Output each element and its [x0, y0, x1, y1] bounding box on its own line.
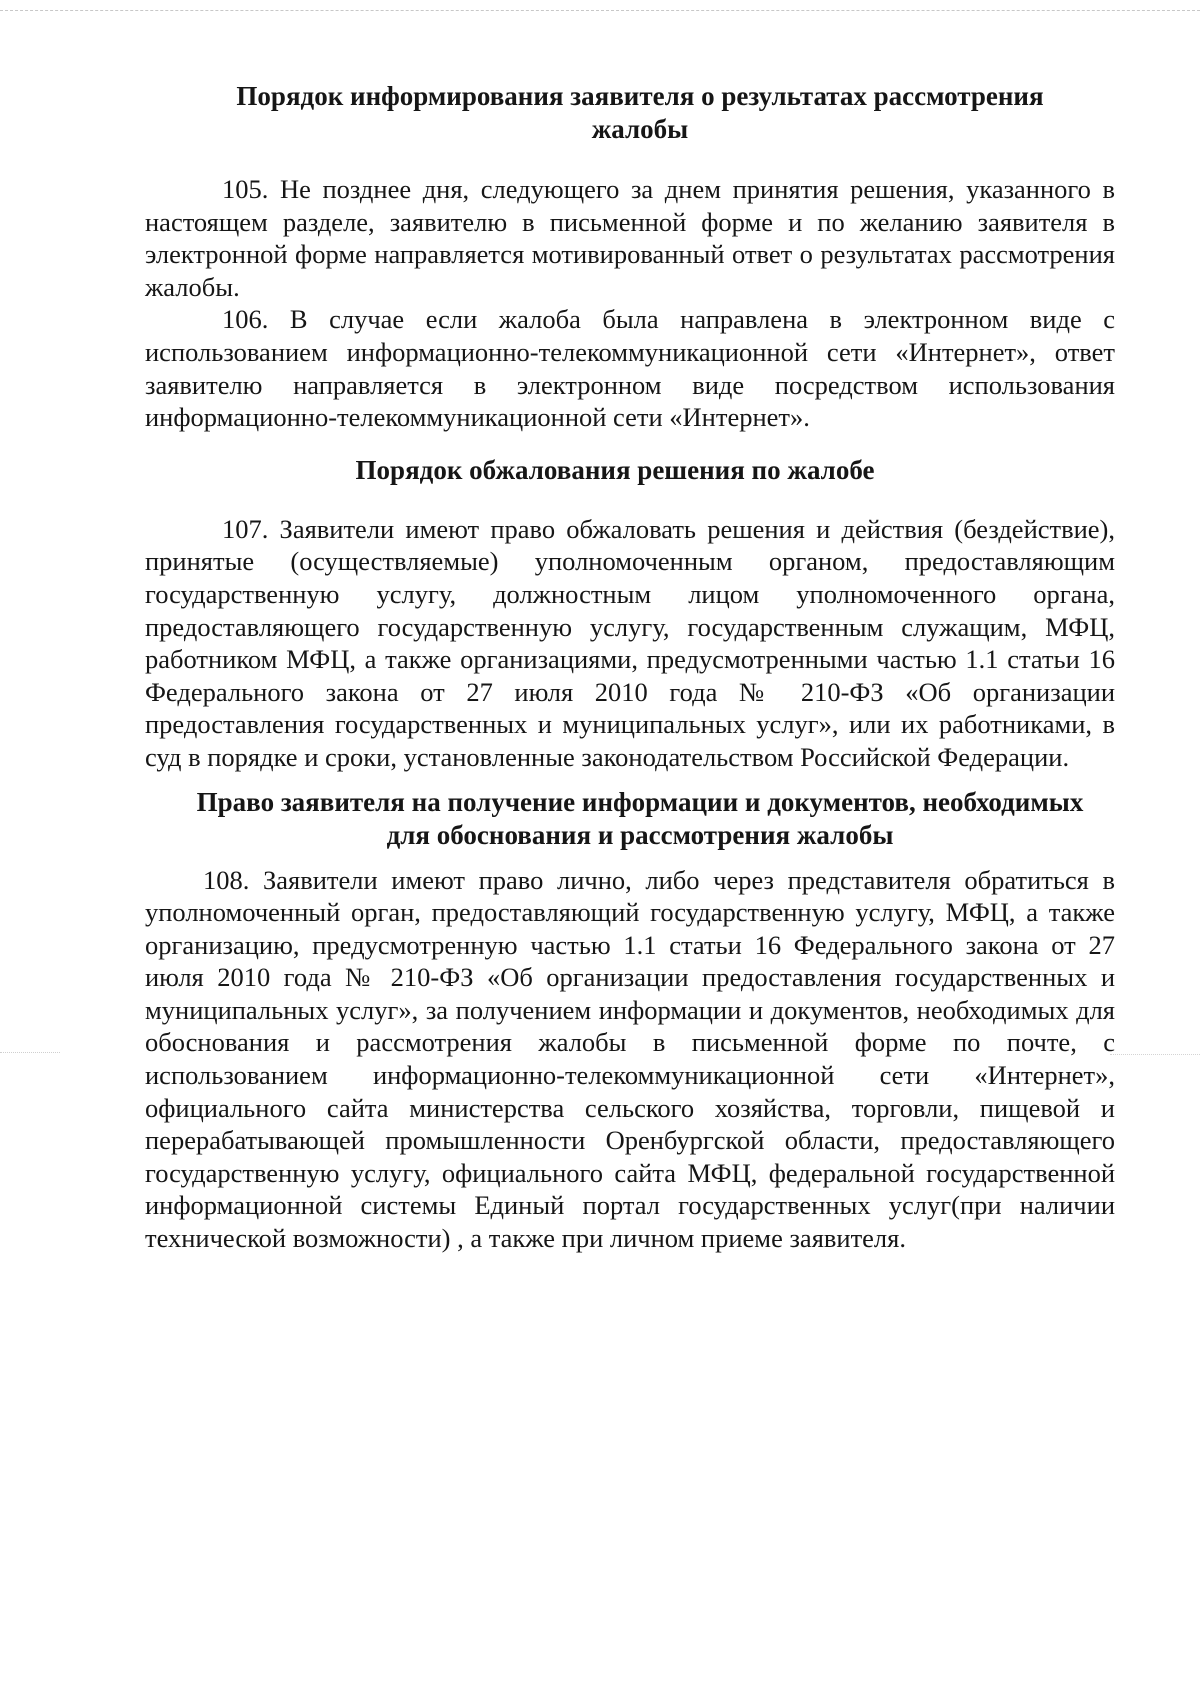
section-heading-informing: Порядок информирования заявителя о результатах рассмотрения жалобы — [236, 81, 1044, 144]
scan-artifact-left — [0, 1052, 60, 1053]
document-page — [145, 80, 1115, 1255]
paragraph-105: 105. Не позднее дня, следующего за днем принятия решения, указанного в настоящем разделе, заявителю в письменной форме и по желанию заявителя в электронной форме направляется мотивированный ответ о результатах рассмотрения жалобы. — [145, 174, 1115, 302]
section-heading-right-to-information: Право заявителя на получение информации и документов, необходимых для обоснования и рассмотрения жалобы — [196, 786, 1084, 850]
scan-artifact-right — [1110, 1054, 1200, 1055]
paragraph-107: 107. Заявители имеют право обжаловать решения и действия (бездействие), принятые (осуществляемые) уполномоченным органом, предоставляющим государственную услугу, должностным лицом уполномоченного органа, предоставляющего государственную услугу, государственным служащим, МФЦ, работником МФЦ, а также организациями, предусмотренными частью 1.1 статьи 16 Федерального закона от 27 июля 2010 года № 210-ФЗ «Об организации предоставления государственных и муниципальных услуг», или их работниками, в суд в порядке и сроки, установленные законодательством Российской Федерации. — [145, 513, 1115, 772]
paragraph-106: 106. В случае если жалоба была направлена в электронном виде с использованием информационно-телекоммуникационной сети «Интернет», ответ заявителю направляется в электронном виде посредством использования информационно-телекоммуникационной сети «Интернет». — [145, 304, 1115, 433]
paragraph-108: 108. Заявители имеют право лично, либо через представителя обратиться в уполномоченный орган, предоставляющий государственную услугу, МФЦ, а также организацию, предусмотренную частью 1.1 статьи 16 Федерального закона от 27 июля 2010 года № 210-ФЗ «Об организации предоставления государственных и муниципальных услуг», за получением информации и документов, необходимых для обоснования и рассмотрения жалобы в письменной форме по почте, с использованием информационно-телекоммуникационной сети «Интернет», официального сайта министерства сельского хозяйства, торговли, пищевой и перерабатывающей промышленности Оренбургской области, предоставляющего государственную услугу, официального сайта МФЦ, федеральной государственной информационной системы Единый портал государственных услуг(при наличии технической возможности) , а также при личном приеме заявителя. — [145, 864, 1115, 1254]
scan-top-edge — [0, 10, 1200, 11]
section-heading-appeal: Порядок обжалования решения по жалобе — [355, 454, 875, 485]
